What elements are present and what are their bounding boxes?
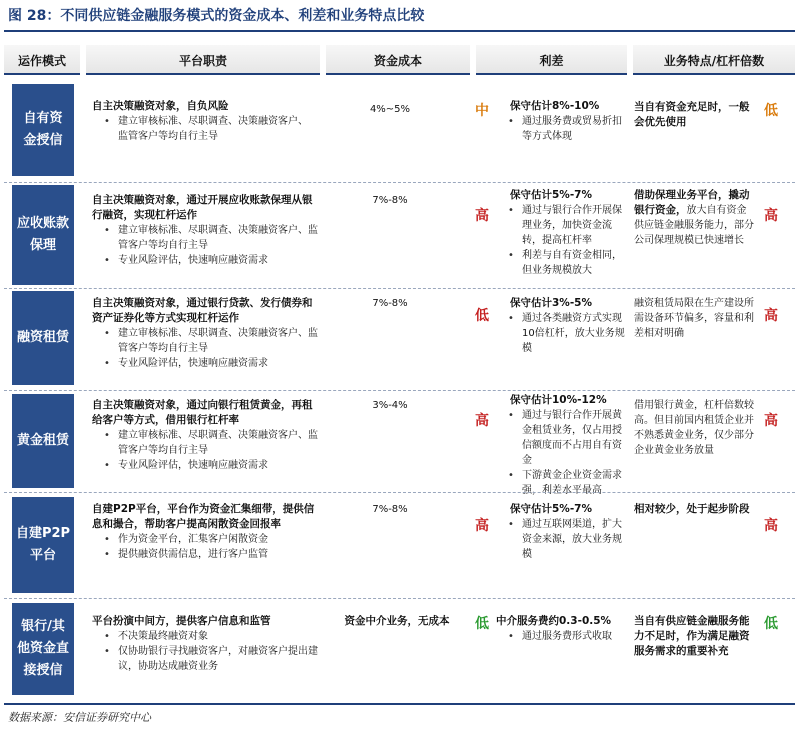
mode-label: 应收账款保理 xyxy=(16,216,69,253)
spread-bullet: • 通过各类融资方式实现10倍杠杆，放大业务规模 xyxy=(496,311,626,356)
spread-summary: 中介服务费约0.3-0.5% xyxy=(496,615,612,627)
leverage-level: 高 xyxy=(764,308,778,324)
platform-bullet: • 专业风险评估，快速响应融资需求 xyxy=(92,458,318,473)
platform-bullet: • 专业风险评估，快速响应融资需求 xyxy=(92,253,318,268)
spread-bullet: • 下游黄金企业资金需求强，利差水平最高 xyxy=(496,468,628,498)
header-platform: 平台职责 xyxy=(178,53,227,68)
spread-summary: 保守估计5%-7% xyxy=(510,189,593,201)
platform-summary: 自建P2P平台，平台作为资金汇集细带，提供信息和撮合，帮助客户提高闲散资金回报率 xyxy=(92,503,315,530)
spread-bullet: • 通过服务费形式收取 xyxy=(496,629,628,644)
platform-bullet: • 建立审核标准、尽职调查、决策融资客户、监管客户等均自行主导 xyxy=(92,223,318,253)
platform-cell xyxy=(92,398,318,473)
figure-title: 图 28：不同供应链金融服务模式的资金成本、利差和业务特点比较 xyxy=(8,8,425,24)
header-mode: 运作模式 xyxy=(17,53,66,68)
spread-cell xyxy=(496,296,626,356)
platform-bullet: • 作为资金平台，汇集客户闲散资金 xyxy=(92,532,318,547)
header-spread: 利差 xyxy=(539,53,564,68)
spread-summary: 保守估计5%-7% xyxy=(510,503,593,515)
leverage-level: 低 xyxy=(764,103,778,119)
cost-value: 资金中介业务，无成本 xyxy=(344,615,450,627)
mode-cell xyxy=(12,497,74,593)
header-feature: 业务特点/杠杆倍数 xyxy=(663,53,765,68)
cost-value: 3%-4% xyxy=(372,400,408,411)
mode-cell xyxy=(12,603,74,695)
platform-bullet: • 专业风险评估，快速响应融资需求 xyxy=(92,356,318,371)
bottom-rule xyxy=(4,703,795,705)
feature-text: 融资租赁局限在生产建设所需设备环节偏多，容量和利差相对明确 xyxy=(634,298,754,339)
spread-bullet: • 通过服务费或贸易折扣等方式体现 xyxy=(496,114,626,144)
feature-text: 相对较少，处于起步阶段 xyxy=(634,503,750,515)
spread-level: 低 xyxy=(475,616,489,632)
spread-bullet: • 通过互联网渠道，扩大资金来源，放大业务规模 xyxy=(496,517,626,562)
platform-bullet: • 不决策最终融资对象 xyxy=(92,629,318,644)
platform-bullet: • 仅协助银行寻找融资客户，对融资客户提出建议，协助达成融资业务 xyxy=(92,644,318,674)
platform-summary: 自主决策融资对象，通过向银行租赁黄金，再租给客户等方式，借用银行杠杆率 xyxy=(92,399,313,426)
platform-cell xyxy=(92,99,314,144)
platform-cell xyxy=(92,614,318,674)
row-separator xyxy=(4,598,795,599)
spread-cell xyxy=(496,99,626,144)
spread-cell xyxy=(496,614,628,644)
feature-text: 借用银行黄金，杠杆倍数较高。但目前国内租赁企业并不熟悉黄金业务，仅少部分企业黄金业务放量 xyxy=(634,400,754,456)
spread-cell xyxy=(496,188,626,278)
spread-cell xyxy=(496,393,628,498)
spread-bullet: • 利差与自有资金相同，但业务规模放大 xyxy=(496,248,626,278)
source-note: 数据来源：安信证券研究中心 xyxy=(8,711,151,724)
spread-summary: 保守估计8%-10% xyxy=(510,100,600,112)
spread-bullet: • 通过与银行合作开展保理业务，加快资金流转，提高杠杆率 xyxy=(496,203,626,248)
platform-cell xyxy=(92,296,318,371)
spread-bullet: • 通过与银行合作开展黄金租赁业务，仅占用授信额度而不占用自有资金 xyxy=(496,408,628,468)
mode-cell xyxy=(12,394,74,488)
spread-summary: 保守估计3%-5% xyxy=(510,297,593,309)
leverage-level: 低 xyxy=(764,616,778,632)
spread-level: 低 xyxy=(475,308,489,324)
mode-label: 融资租赁 xyxy=(16,330,69,345)
feature-text: 当自有资金充足时，一般会优先使用 xyxy=(634,101,750,128)
mode-label: 黄金租赁 xyxy=(16,433,69,448)
spread-level: 中 xyxy=(475,103,489,119)
spread-level: 高 xyxy=(475,208,489,224)
row-separator xyxy=(4,288,795,289)
platform-summary: 自主决策融资对象，通过开展应收账款保理从银行融资，实现杠杆运作 xyxy=(92,194,313,221)
feature-text: 放大自有资金供应链金融服务能力，部分公司保理规模已快速增长 xyxy=(634,205,754,246)
row-separator xyxy=(4,182,795,183)
cost-value: 7%-8% xyxy=(372,504,408,515)
mode-cell xyxy=(12,291,74,385)
platform-bullet: • 提供融资供需信息，进行客户监管 xyxy=(92,547,318,562)
platform-summary: 自主决策融资对象，自负风险 xyxy=(92,100,229,112)
leverage-level: 高 xyxy=(764,518,778,534)
platform-bullet: • 建立审核标准、尽职调查、决策融资客户、监管客户等均自行主导 xyxy=(92,326,318,356)
cost-value: 7%-8% xyxy=(372,195,408,206)
title-rule xyxy=(4,30,795,32)
mode-cell xyxy=(12,84,74,176)
mode-label: 自建P2P平台 xyxy=(15,526,71,563)
leverage-level: 高 xyxy=(764,413,778,429)
platform-bullet: • 建立审核标准、尽职调查、决策融资客户、监管客户等均自行主导 xyxy=(92,428,318,458)
platform-cell xyxy=(92,502,318,562)
row-separator xyxy=(4,390,795,391)
cost-value: 4%~5% xyxy=(369,104,411,115)
leverage-level: 高 xyxy=(764,208,778,224)
spread-cell xyxy=(496,502,626,562)
feature-bold: 借助保理业务平台，撬动银行资金， xyxy=(634,189,750,216)
mode-cell xyxy=(12,185,74,285)
row-separator xyxy=(4,492,795,493)
feature-cell xyxy=(634,188,756,248)
platform-summary: 自主决策融资对象，通过银行贷款、发行债券和资产证券化等方式实现杠杆运作 xyxy=(92,297,313,324)
spread-level: 高 xyxy=(475,518,489,534)
cost-value: 7%-8% xyxy=(372,298,408,309)
spread-summary: 保守估计10%-12% xyxy=(510,394,607,406)
spread-level: 高 xyxy=(475,413,489,429)
platform-cell xyxy=(92,193,318,268)
platform-summary: 平台扮演中间方，提供客户信息和监管 xyxy=(92,615,271,627)
mode-label: 自有资金授信 xyxy=(23,111,63,148)
platform-bullet: • 建立审核标准、尽职调查、决策融资客户、监管客户等均自行主导 xyxy=(92,114,314,144)
mode-label: 银行/其他资金直接授信 xyxy=(16,619,69,678)
header-cost: 资金成本 xyxy=(373,53,422,68)
feature-text: 当自有供应链金融服务能力不足时，作为满足融资服务需求的重要补充 xyxy=(634,615,750,657)
